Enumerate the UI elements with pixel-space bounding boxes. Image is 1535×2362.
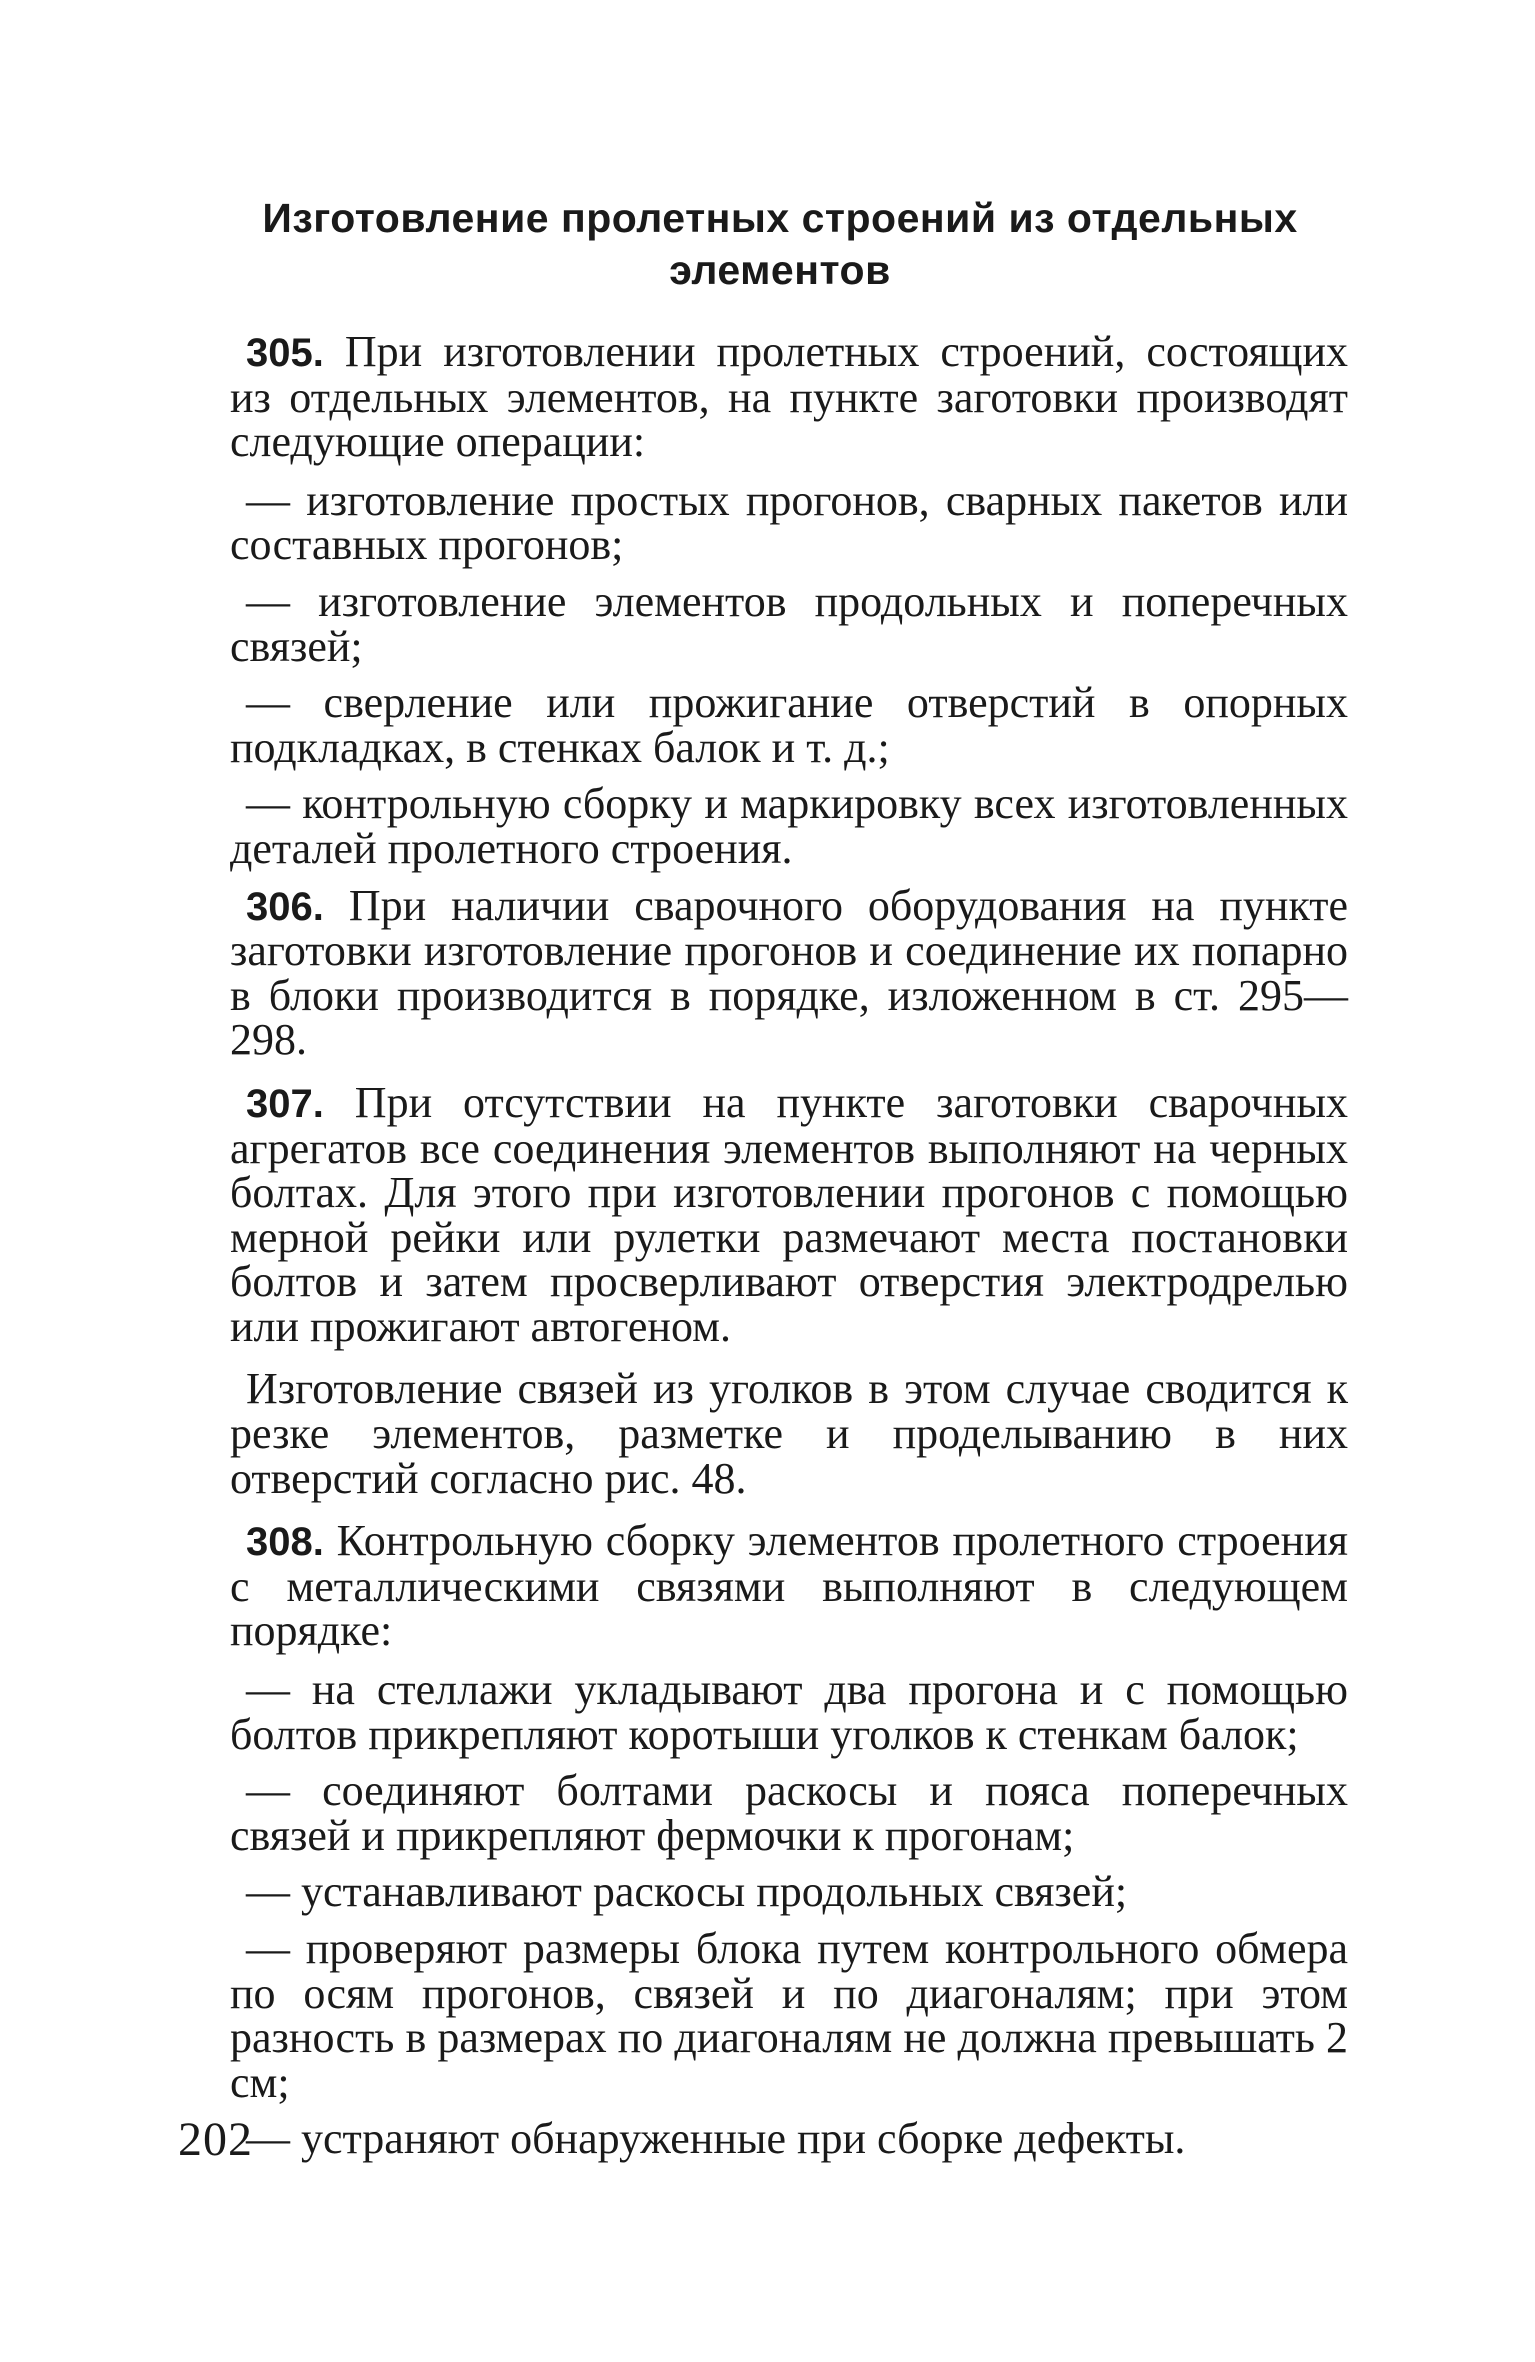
paragraph-308 bbox=[230, 1516, 1348, 1656]
paragraph-number: 306. bbox=[246, 884, 324, 929]
list-item: — контрольную сборку и маркировку всех изготовленных деталей пролетного строения. bbox=[230, 779, 1348, 873]
page-number: 202 bbox=[178, 2113, 253, 2166]
list-item: — проверяют размеры блока путем контрольного обмера по осям прогонов, связей и по диагоналям; при этом разность в размерах по диагоналям не должна превышать 2 см; bbox=[230, 1924, 1348, 2107]
paragraph-number: 307. bbox=[246, 1081, 324, 1126]
paragraph-number: 308. bbox=[246, 1520, 324, 1565]
paragraph-306 bbox=[230, 880, 1348, 1065]
list-item: — устраняют обнаруженные при сборке дефекты. bbox=[246, 2114, 1186, 2164]
list-item: — соединяют болтами раскосы и пояса поперечных связей и прикрепляют фермочки к прогонам; bbox=[230, 1766, 1348, 1860]
paragraph-text: Контрольную сборку элементов пролетного строения с металлическими связями выполняют в следующем порядке: bbox=[230, 1516, 1348, 1656]
body-text bbox=[230, 327, 1349, 2174]
paragraph-text: При отсутствии на пункте заготовки сварочных агрегатов все соединения элементов выполняют на черных болтах. Для этого при изготовлении прогонов с помощью мерной рейки или рулетки размечают места постановки болтов и затем просверливают отверстия электродрелью или прожигают автогеном. bbox=[230, 1077, 1349, 1351]
list-item: — изготовление простых прогонов, сварных пакетов или составных прогонов; bbox=[230, 475, 1348, 570]
section-heading-line-2: элементов bbox=[669, 247, 891, 293]
paragraph-307 bbox=[230, 1077, 1349, 1351]
list-item: — изготовление элементов продольных и поперечных связей; bbox=[230, 576, 1348, 671]
list-item: — сверление или прожигание отверстий в опорных подкладках, в стенках балок и т. д.; bbox=[230, 678, 1348, 772]
paragraph-text: При наличии сварочного оборудования на пункте заготовки изготовление прогонов и соединение их попарно в блоки производится в порядке, изложенном в ст. 295—298. bbox=[230, 880, 1348, 1065]
paragraph-305 bbox=[230, 327, 1349, 467]
paragraph-307-continuation: Изготовление связей из уголков в этом случае сводится к резке элементов, разметке и проделыванию в них отверстий согласно рис. 48. bbox=[230, 1364, 1348, 1503]
list-item: — устанавливают раскосы продольных связей; bbox=[246, 1867, 1128, 1917]
section-heading-line-1: Изготовление пролетных строений из отдельных bbox=[262, 195, 1298, 241]
list-item: — на стеллажи укладывают два прогона и с помощью болтов прикрепляют коротыши уголков к стенкам балок; bbox=[230, 1665, 1348, 1759]
paragraph-number: 305. bbox=[246, 331, 324, 375]
paragraph-text: При изготовлении пролетных строений, состоящих из отдельных элементов, на пункте заготовки производят следующие операции: bbox=[230, 327, 1349, 467]
